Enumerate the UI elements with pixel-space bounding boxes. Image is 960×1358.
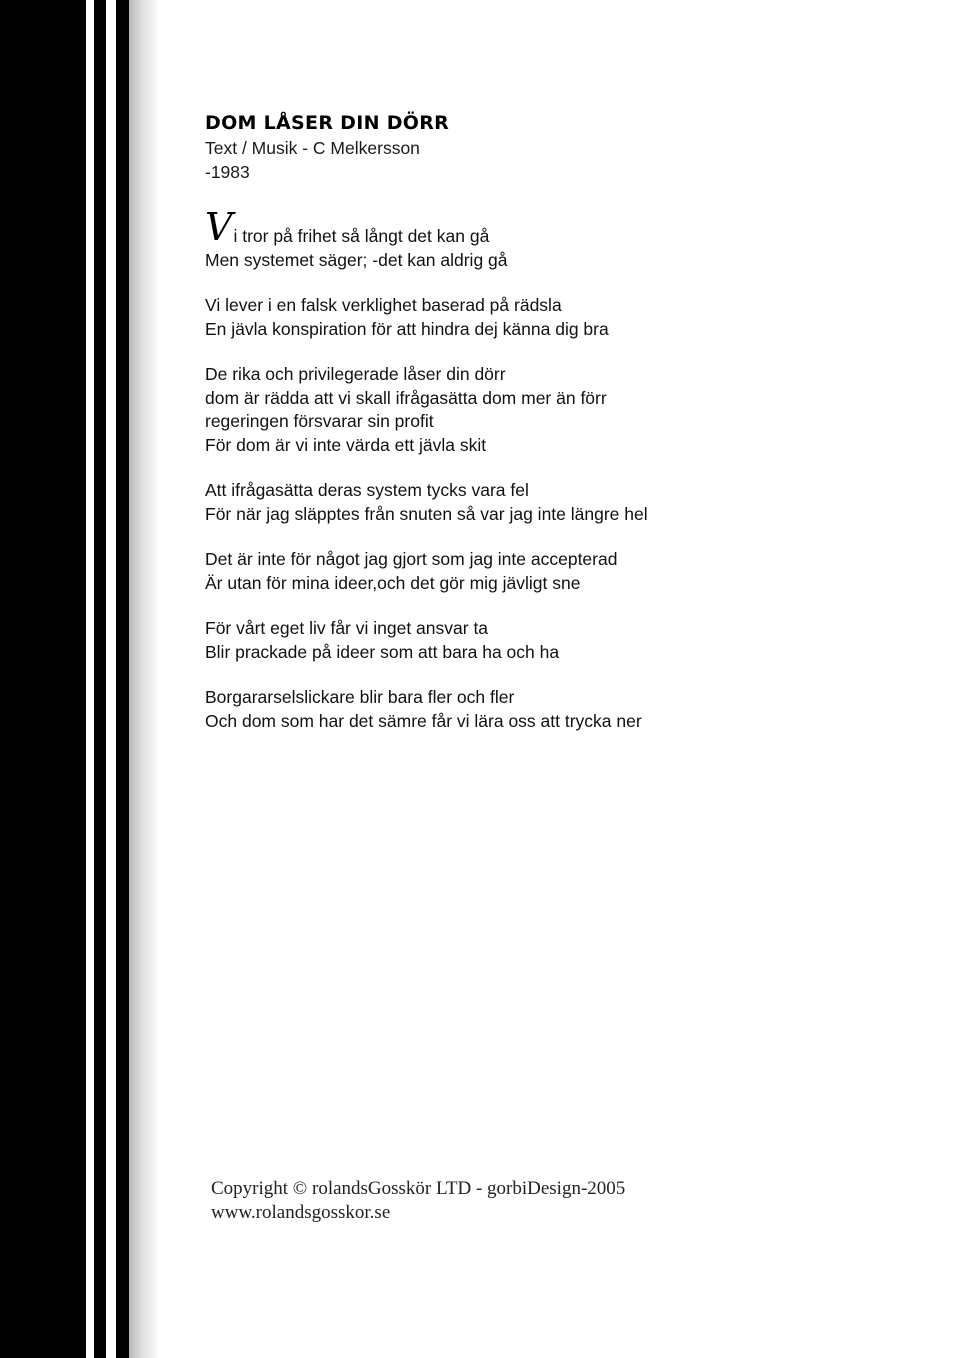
lyric-line: Vi lever i en falsk verklighet baserad på rädsla xyxy=(205,295,562,315)
lyric-line: dom är rädda att vi skall ifrågasätta dom mer än förr xyxy=(205,387,607,408)
stanza xyxy=(205,548,925,595)
song-title: DOM LÅSER DIN DÖRR xyxy=(205,112,450,134)
stanza xyxy=(205,617,925,664)
stripe-shadow xyxy=(129,0,159,1358)
lyric-line: Men systemet säger; -det kan aldrig gå xyxy=(205,249,508,270)
lyric-line-text: i tror på frihet så långt det kan gå xyxy=(233,226,490,246)
lyric-line: Att ifrågasätta deras system tycks vara fel xyxy=(205,480,529,500)
stanza xyxy=(205,205,925,272)
stanza xyxy=(205,686,925,733)
lyric-line: Är utan för mina ideer,och det gör mig jävligt sne xyxy=(205,572,581,593)
stanza xyxy=(205,294,925,341)
lyric-line: En jävla konspiration för att hindra dej känna dig bra xyxy=(205,318,609,339)
lyric-line: För vårt eget liv får vi inget ansvar ta xyxy=(205,618,489,638)
lyric-line: För när jag släpptes från snuten så var jag inte längre hel xyxy=(205,503,648,524)
song-year: -1983 xyxy=(205,162,250,182)
stanza xyxy=(205,479,925,526)
lyric-line: Det är inte för något jag gjort som jag inte accepterad xyxy=(205,549,618,569)
lyric-line: Borgararselslickare blir bara fler och fler xyxy=(205,687,515,707)
lyric-line: Och dom som har det sämre får vi lära oss att trycka ner xyxy=(205,710,642,731)
lyric-line xyxy=(205,205,925,249)
song-credits: Text / Musik - C Melkersson xyxy=(205,138,420,158)
stanza xyxy=(205,363,925,457)
footer xyxy=(211,1177,625,1225)
website-link[interactable]: www.rolandsgosskor.se xyxy=(211,1202,391,1223)
lyric-line: De rika och privilegerade låser din dörr xyxy=(205,364,506,384)
song-content xyxy=(205,110,925,755)
lyric-line: Blir prackade på ideer som att bara ha och ha xyxy=(205,641,560,662)
lyrics xyxy=(205,205,925,733)
lyric-line: För dom är vi inte värda ett jävla skit xyxy=(205,434,487,455)
left-stripe-thin-2 xyxy=(116,0,129,1358)
drop-cap: V xyxy=(205,205,233,249)
lyric-line: regeringen försvarar sin profit xyxy=(205,411,434,431)
copyright-notice: Copyright © rolandsGosskör LTD - gorbiDesign-2005 xyxy=(211,1178,626,1199)
left-stripe-wide xyxy=(0,0,86,1358)
left-stripe-thin-1 xyxy=(94,0,106,1358)
